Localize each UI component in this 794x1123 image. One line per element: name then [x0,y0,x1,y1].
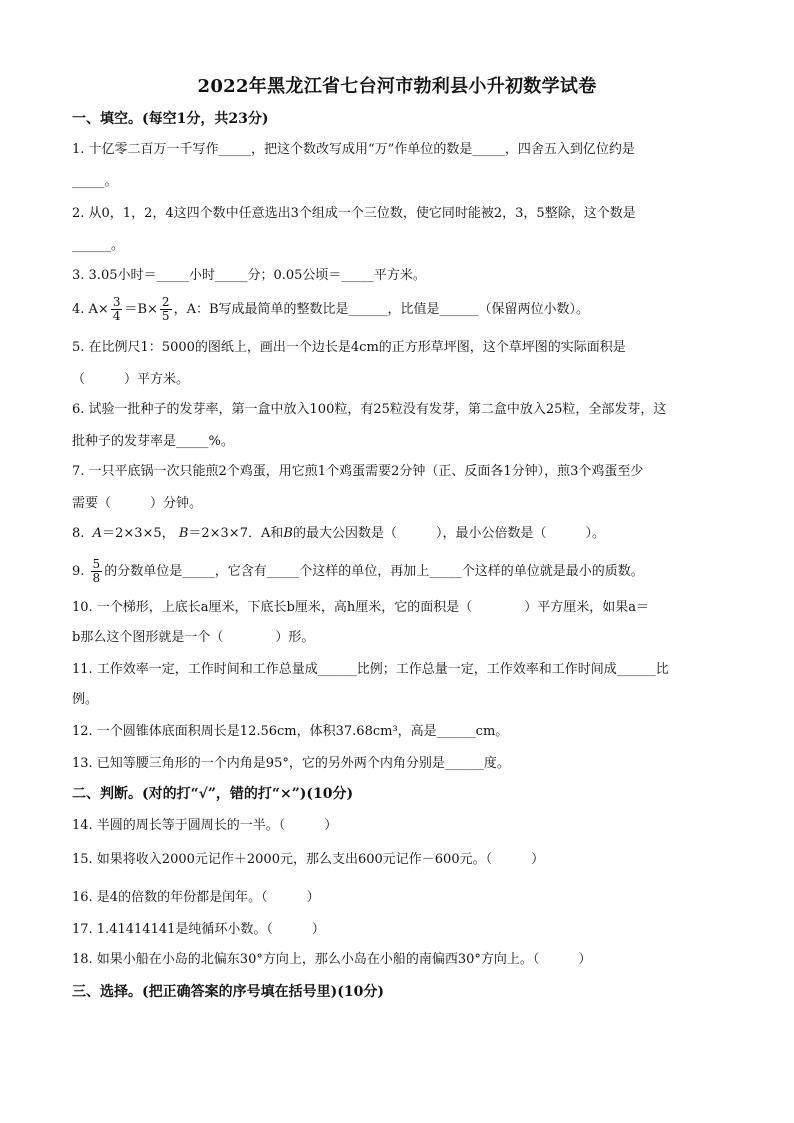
question-17: 17. 1.41414141是纯循环小数。（ ） [72,922,325,937]
fraction-two-fifths [160,296,172,323]
fraction-numerator: 5 [92,557,101,571]
section-heading-fill-in: 一、填空。(每空1分，共23分) [72,111,269,127]
variable-a: A [92,526,103,541]
question-9-suffix: 的分数单位是_____，它含有_____个这样的单位，再加上_____个这样的单位就是最小的质数。 [104,564,644,579]
fraction-numerator: 3 [112,295,121,309]
question-7-line-1: 7. 一只平底锅一次只能煎2个鸡蛋，用它煎1个鸡蛋需要2分钟（正、反面各1分钟），煎3个鸡蛋至少 [72,464,644,479]
question-4-prefix: 4. A× [72,302,109,317]
question-4-suffix: ，A：B写成最简单的整数比是______，比值是______（保留两位小数）。 [173,302,590,317]
question-5-line-1: 5. 在比例尺1：5000的图纸上，画出一个边长是4cm的正方形草坪图，这个草坪图的实际面积是 [72,340,626,355]
question-6-line-2: 批种子的发芽率是_____%。 [72,434,234,449]
section-heading-multiple-choice: 三、选择。(把正确答案的序号填在括号里)(10分) [72,984,384,1000]
question-16: 16. 是4的倍数的年份都是闰年。（ ） [72,890,320,905]
fraction-denominator: 5 [161,309,170,323]
question-7-line-2: 需要（ ）分钟。 [72,496,203,511]
question-18: 18. 如果小船在小岛的北偏东30°方向上，那么小岛在小船的南偏西30°方向上。（ ） [72,952,592,967]
fraction-denominator: 4 [112,309,121,323]
question-9-number: 9. [72,564,85,579]
variable-b: B [283,526,293,541]
question-11-line-2: 例。 [72,692,99,707]
variable-b: B [178,526,189,541]
question-5-line-2: （ ）平方米。 [72,372,190,387]
fraction-numerator: 2 [161,295,170,309]
fraction-denominator: 8 [92,571,101,585]
question-8-rest: 的最大公因数是（ ），最小公倍数是（ ）。 [292,526,605,541]
question-10-line-2: b那么这个图形就是一个（ ）形。 [72,630,315,645]
question-3: 3. 3.05小时＝_____小时_____分；0.05公顷＝_____平方米。 [72,268,426,283]
question-4-mid: ＝B× [124,302,158,317]
question-12: 12. 一个圆锥体底面积周长是12.56cm，体积37.68cm³，高是______cm。 [72,724,509,739]
section-heading-true-false: 二、判断。(对的打“√”，错的打“×”)(10分) [72,786,354,802]
question-14: 14. 半圆的周长等于圆周长的一半。（ ） [72,818,338,833]
question-2-line-1: 2. 从0，1，2，4这四个数中任意选出3个组成一个三位数，使它同时能被2，3，5整除，这个数是 [72,206,636,221]
question-1-line-2: _____。 [72,174,118,189]
question-15: 15. 如果将收入2000元记作＋2000元，那么支出600元记作－600元。（ ） [72,852,545,867]
expression-a: ＝2×3×5， [102,526,175,541]
question-13: 13. 已知等腰三角形的一个内角是95°，它的另外两个内角分别是______度。 [72,756,510,771]
fraction-five-eighths [91,558,103,585]
question-11-line-1: 11. 工作效率一定，工作时间和工作总量成______比例；工作总量一定，工作效率和工作时间成______比 [72,662,669,677]
exam-title: 2022年黑龙江省七台河市勃利县小升初数学试卷 [197,76,597,97]
question-9 [72,556,727,587]
question-1-line-1: 1. 十亿零二百万一千写作_____，把这个数改写成用“万”作单位的数是_____，四舍五入到亿位约是 [72,142,635,157]
question-8 [72,518,727,549]
question-8-number: 8. [72,526,85,541]
question-4 [72,294,727,325]
question-10-line-1: 10. 一个梯形，上底长a厘米，下底长b厘米，高h厘米，它的面积是（ ）平方厘米，如果a＝ [72,600,650,615]
fraction-three-quarters [111,296,123,323]
question-6-line-1: 6. 试验一批种子的发芽率，第一盒中放入100粒，有25粒没有发芽，第二盒中放入25粒，全部发芽，这 [72,402,667,417]
question-2-line-2: ______。 [72,238,125,253]
expression-b: ＝2×3×7．A和 [188,526,284,541]
